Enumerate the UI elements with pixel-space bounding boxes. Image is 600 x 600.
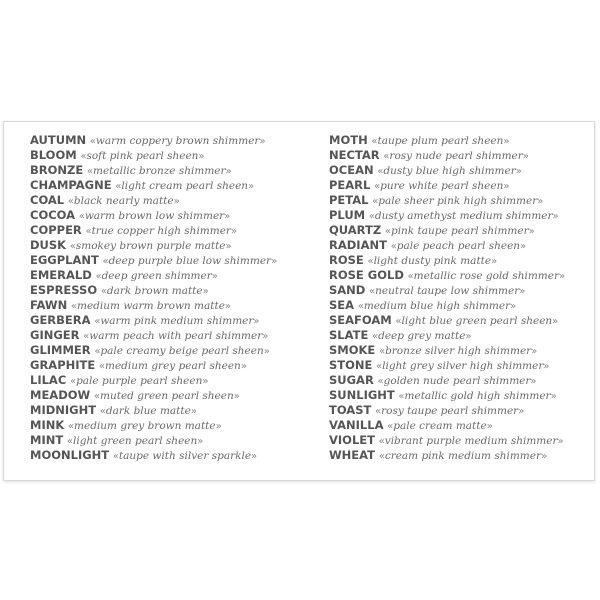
open-quote-mark: « — [95, 271, 102, 282]
close-quote-mark: » — [552, 211, 559, 222]
shade-entry — [30, 388, 277, 403]
shade-description: dark brown matte — [106, 285, 203, 297]
shade-entry — [30, 313, 277, 328]
close-quote-mark: » — [253, 316, 260, 327]
shade-entry — [329, 403, 565, 418]
shade-description: dusty amethyst medium shimmer — [374, 210, 553, 222]
shade-name: MINK — [30, 418, 65, 432]
shade-name: VIOLET — [329, 433, 375, 447]
open-quote-mark: « — [69, 241, 76, 252]
shade-description: true copper high shimmer — [91, 225, 231, 237]
open-quote-mark: « — [94, 346, 101, 357]
shade-description: metallic bronze shimmer — [93, 165, 226, 177]
open-quote-mark: « — [387, 421, 394, 432]
close-quote-mark: » — [224, 211, 231, 222]
shade-name: QUARTZ — [329, 223, 382, 237]
shade-name: SUNLIGHT — [329, 388, 395, 402]
shade-name: CHAMPAGNE — [30, 178, 112, 192]
close-quote-mark: » — [262, 331, 269, 342]
shade-entry — [30, 358, 277, 373]
shade-description: light cream pearl sheen — [121, 180, 249, 192]
shade-name: MOTH — [329, 133, 368, 147]
shade-name: OCEAN — [329, 163, 374, 177]
shade-description: golden nude pearl shimmer — [383, 375, 531, 387]
open-quote-mark: « — [398, 391, 405, 402]
shade-entry — [329, 448, 565, 463]
shade-description: pale cream matte — [393, 420, 487, 432]
shade-description: metallic gold high shimmer — [404, 390, 551, 402]
close-quote-mark: » — [519, 286, 526, 297]
open-quote-mark: « — [94, 316, 101, 327]
close-quote-mark: » — [198, 151, 205, 162]
shade-description: muted green pearl sheen — [100, 390, 234, 402]
shade-name: ROSE — [329, 253, 364, 267]
shade-name: BRONZE — [30, 163, 84, 177]
shade-description: neutral taupe low shimmer — [375, 285, 520, 297]
open-quote-mark: « — [67, 196, 74, 207]
open-quote-mark: « — [100, 286, 107, 297]
close-quote-mark: » — [503, 136, 510, 147]
close-quote-mark: » — [503, 181, 510, 192]
shade-entry — [30, 133, 277, 148]
close-quote-mark: » — [559, 271, 566, 282]
close-quote-mark: » — [522, 151, 529, 162]
shade-name: RADIANT — [329, 238, 387, 252]
open-quote-mark: « — [376, 361, 383, 372]
shade-description: taupe with silver sparkle — [118, 450, 252, 462]
open-quote-mark: « — [407, 271, 414, 282]
open-quote-mark: « — [83, 331, 90, 342]
open-quote-mark: « — [69, 376, 77, 387]
open-quote-mark: « — [377, 166, 384, 177]
shade-description: rosy nude pearl shimmer — [389, 150, 523, 162]
shade-description: warm brown low shimmer — [84, 210, 225, 222]
shade-name: GINGER — [30, 328, 80, 342]
close-quote-mark: » — [233, 391, 240, 402]
open-quote-mark: « — [86, 166, 93, 177]
open-quote-mark: « — [70, 301, 78, 312]
close-quote-mark: » — [202, 376, 209, 387]
shade-name: SEAFOAM — [329, 313, 392, 327]
close-quote-mark: » — [465, 331, 472, 342]
shade-entry — [329, 148, 565, 163]
shade-description: pure white pearl sheen — [380, 180, 504, 192]
shade-entry — [30, 328, 277, 343]
shade-entry — [30, 238, 277, 253]
shade-description: deep purple blue low shimmer — [108, 255, 272, 267]
shade-entry — [30, 223, 277, 238]
shade-description: medium warm brown matte — [77, 300, 225, 312]
shade-entry — [329, 418, 565, 433]
close-quote-mark: » — [215, 421, 222, 432]
open-quote-mark: « — [378, 346, 386, 357]
shade-entry — [30, 178, 277, 193]
shade-description: pale purple pearl sheen — [76, 375, 203, 387]
open-quote-mark: « — [67, 421, 75, 432]
shade-description: taupe plum pearl sheen — [377, 135, 504, 147]
shade-description: dark blue matte — [105, 405, 191, 417]
shade-name: MOONLIGHT — [30, 448, 110, 462]
shade-entry — [329, 208, 565, 223]
shade-entry — [30, 253, 277, 268]
shade-name: STONE — [329, 358, 373, 372]
open-quote-mark: « — [374, 181, 381, 192]
close-quote-mark: » — [173, 196, 180, 207]
close-quote-mark: » — [197, 436, 204, 447]
shade-name: WHEAT — [329, 448, 376, 462]
close-quote-mark: » — [248, 181, 255, 192]
shade-description: light blue green pearl sheen — [401, 315, 553, 327]
shade-entry — [329, 193, 565, 208]
shade-name: MIDNIGHT — [30, 403, 97, 417]
close-quote-mark: » — [263, 346, 270, 357]
open-quote-mark: « — [395, 316, 402, 327]
shade-entry — [30, 418, 277, 433]
shade-entry — [30, 268, 277, 283]
shade-entry — [30, 433, 277, 448]
open-quote-mark: « — [102, 256, 109, 267]
open-quote-mark: « — [371, 331, 379, 342]
close-quote-mark: » — [530, 376, 537, 387]
shade-entry — [329, 238, 565, 253]
shade-description: cream pink medium shimmer — [384, 450, 541, 462]
shade-name: SEA — [329, 298, 355, 312]
shade-description: warm pink medium shimmer — [100, 315, 254, 327]
shade-description: medium blue high shimmer — [363, 300, 511, 312]
shade-description: medium grey pearl sheen — [105, 360, 241, 372]
shade-entry — [30, 448, 277, 463]
shade-name: COCOA — [30, 208, 76, 222]
open-quote-mark: « — [98, 361, 106, 372]
shade-name: SUGAR — [329, 373, 374, 387]
close-quote-mark: » — [520, 241, 527, 252]
shade-description: medium grey brown matte — [74, 420, 216, 432]
shade-entry — [30, 283, 277, 298]
close-quote-mark: » — [202, 286, 209, 297]
open-quote-mark: « — [390, 241, 397, 252]
open-quote-mark: « — [93, 391, 100, 402]
shade-name: FAWN — [30, 298, 68, 312]
shade-description: pale peach pearl sheen — [396, 240, 521, 252]
shade-entry — [30, 298, 277, 313]
shade-name: NECTAR — [329, 148, 380, 162]
close-quote-mark: » — [225, 166, 232, 177]
open-quote-mark: « — [378, 436, 385, 447]
close-quote-mark: » — [518, 406, 525, 417]
shade-name: SMOKE — [329, 343, 376, 357]
shade-name: MINT — [30, 433, 64, 447]
shade-entry — [30, 163, 277, 178]
open-quote-mark: « — [357, 301, 364, 312]
shade-entry — [30, 193, 277, 208]
shade-description: light dusty pink matte — [373, 255, 492, 267]
open-quote-mark: « — [371, 136, 378, 147]
close-quote-mark: » — [230, 226, 238, 237]
shade-entry — [30, 373, 277, 388]
shade-name: ESPRESSO — [30, 283, 98, 297]
shade-name: SAND — [329, 283, 366, 297]
shade-name: MEADOW — [30, 388, 91, 402]
close-quote-mark: » — [550, 391, 557, 402]
shade-name: EGGPLANT — [30, 253, 99, 267]
shade-description: deep grey matte — [378, 330, 466, 342]
shade-entry — [329, 223, 565, 238]
close-quote-mark: » — [224, 301, 232, 312]
shade-entry — [30, 343, 277, 358]
shade-description: smokey brown purple matte — [75, 240, 226, 252]
open-quote-mark: « — [89, 136, 96, 147]
shade-description: dusty blue high shimmer — [383, 165, 516, 177]
shade-name: LILAC — [30, 373, 67, 387]
shade-entry — [329, 283, 565, 298]
shade-list-panel — [3, 121, 595, 481]
open-quote-mark: « — [383, 151, 390, 162]
shade-name: COAL — [30, 193, 65, 207]
close-quote-mark: » — [259, 136, 266, 147]
shade-entry — [329, 133, 565, 148]
open-quote-mark: « — [378, 451, 385, 462]
shade-description: pale creamy beige pearl sheen — [100, 345, 264, 357]
shade-description: light green pearl sheen — [72, 435, 198, 447]
close-quote-mark: » — [531, 346, 538, 357]
shade-description: black nearly matte — [73, 195, 174, 207]
shade-entry — [329, 343, 565, 358]
close-quote-mark: » — [240, 361, 247, 372]
shade-name: BLOOM — [30, 148, 77, 162]
shade-name: ROSE GOLD — [329, 268, 404, 282]
close-quote-mark: » — [251, 451, 258, 462]
shade-description: rosy taupe pearl shimmer — [381, 405, 519, 417]
close-quote-mark: » — [225, 241, 232, 252]
close-quote-mark: » — [271, 256, 278, 267]
shade-entry — [329, 433, 565, 448]
shade-description: pale sheer pink high shimmer — [378, 195, 538, 207]
shade-entry — [329, 163, 565, 178]
close-quote-mark: » — [510, 301, 517, 312]
open-quote-mark: « — [80, 151, 87, 162]
close-quote-mark: » — [491, 256, 498, 267]
shade-entry — [329, 253, 565, 268]
close-quote-mark: » — [190, 406, 197, 417]
shade-description: pink taupe pearl shimmer — [390, 225, 529, 237]
shade-list-left-column — [30, 133, 277, 463]
shade-name: PETAL — [329, 193, 369, 207]
open-quote-mark: « — [99, 406, 106, 417]
close-quote-mark: » — [486, 421, 493, 432]
shade-description: soft pink pearl sheen — [86, 150, 199, 162]
shade-entry — [329, 388, 565, 403]
open-quote-mark: « — [375, 406, 382, 417]
open-quote-mark: « — [115, 181, 122, 192]
close-quote-mark: » — [552, 316, 559, 327]
shade-entry — [329, 313, 565, 328]
close-quote-mark: » — [211, 271, 218, 282]
close-quote-mark: » — [528, 226, 535, 237]
shade-description: warm peach with pearl shimmer — [89, 330, 263, 342]
shade-entry — [329, 328, 565, 343]
shade-name: COPPER — [30, 223, 82, 237]
shade-name: AUTUMN — [30, 133, 87, 147]
shade-entry — [30, 403, 277, 418]
close-quote-mark: » — [515, 166, 522, 177]
open-quote-mark: « — [377, 376, 384, 387]
open-quote-mark: « — [369, 286, 376, 297]
shade-name: DUSK — [30, 238, 67, 252]
shade-entry — [329, 298, 565, 313]
shade-list-right-column — [329, 133, 565, 463]
open-quote-mark: « — [367, 256, 374, 267]
open-quote-mark: « — [85, 226, 92, 237]
shade-description: bronze silver high shimmer — [385, 345, 532, 357]
close-quote-mark: » — [541, 451, 548, 462]
shade-description: vibrant purple medium shimmer — [384, 435, 558, 447]
shade-entry — [329, 373, 565, 388]
shade-name: GLIMMER — [30, 343, 91, 357]
shade-name: GERBERA — [30, 313, 91, 327]
shade-name: SLATE — [329, 328, 369, 342]
shade-description: metallic rose gold shimmer — [413, 270, 559, 282]
shade-name: TOAST — [329, 403, 372, 417]
open-quote-mark: « — [112, 451, 119, 462]
shade-name: GRAPHITE — [30, 358, 96, 372]
shade-entry — [30, 208, 277, 223]
open-quote-mark: « — [66, 436, 73, 447]
shade-name: PEARL — [329, 178, 371, 192]
shade-entry — [30, 148, 277, 163]
close-quote-mark: » — [537, 196, 544, 207]
shade-entry — [329, 178, 565, 193]
open-quote-mark: « — [368, 211, 375, 222]
shade-name: EMERALD — [30, 268, 92, 282]
shade-entry — [329, 358, 565, 373]
open-quote-mark: « — [372, 196, 379, 207]
open-quote-mark: « — [78, 211, 85, 222]
shade-description: light grey silver high shimmer — [382, 360, 544, 372]
shade-name: PLUM — [329, 208, 366, 222]
close-quote-mark: » — [557, 436, 564, 447]
shade-name: VANILLA — [329, 418, 384, 432]
shade-entry — [329, 268, 565, 283]
close-quote-mark: » — [543, 361, 550, 372]
shade-description: warm coppery brown shimmer — [95, 135, 260, 147]
open-quote-mark: « — [384, 226, 391, 237]
shade-description: deep green shimmer — [101, 270, 212, 282]
